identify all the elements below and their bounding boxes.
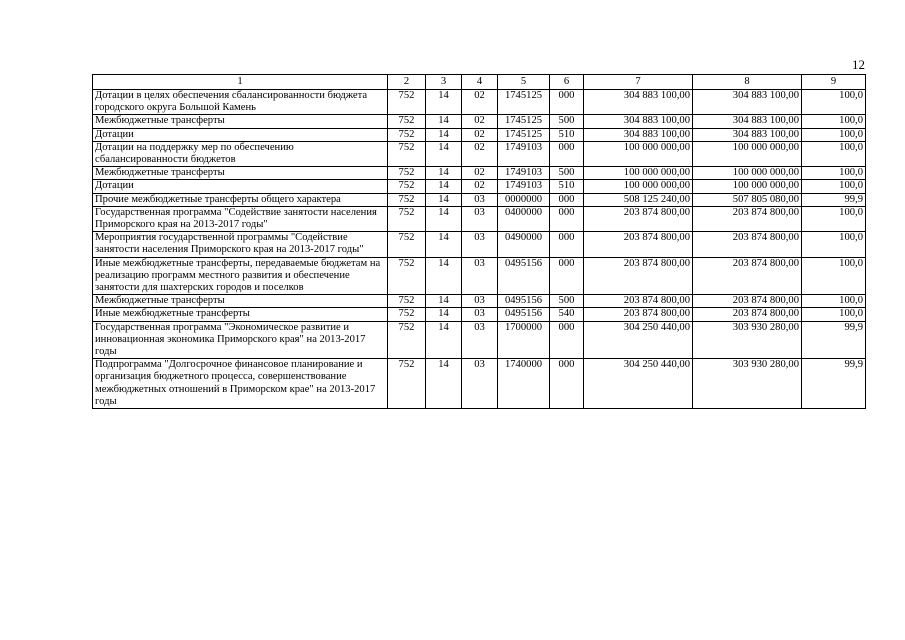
amount-actual-cell: 203 874 800,00	[693, 257, 802, 295]
table-row	[93, 167, 866, 180]
amount-plan-cell: 304 883 100,00	[584, 115, 693, 128]
code-admin-cell: 752	[388, 141, 426, 166]
percent-cell: 100,0	[802, 257, 866, 295]
percent-cell: 99,9	[802, 359, 866, 409]
header-cell: 4	[462, 75, 498, 90]
code-expense-type-cell: 000	[550, 359, 584, 409]
amount-actual-cell: 100 000 000,00	[693, 180, 802, 193]
code-subsection-cell: 02	[462, 180, 498, 193]
code-expense-type-cell: 000	[550, 321, 584, 359]
amount-actual-cell: 203 874 800,00	[693, 232, 802, 257]
code-section-cell: 14	[426, 359, 462, 409]
code-expense-type-cell: 000	[550, 257, 584, 295]
row-name-cell: Иные межбюджетные трансферты, передаваемые бюджетам на реализацию программ местного развития и обеспечение занятости для шахтерских городов и поселков	[93, 257, 388, 295]
amount-actual-cell: 203 874 800,00	[693, 206, 802, 231]
table-row	[93, 321, 866, 359]
amount-actual-cell: 203 874 800,00	[693, 295, 802, 308]
amount-plan-cell: 203 874 800,00	[584, 295, 693, 308]
percent-cell: 100,0	[802, 90, 866, 115]
row-name-cell: Дотации на поддержку мер по обеспечению сбалансированности бюджетов	[93, 141, 388, 166]
code-admin-cell: 752	[388, 180, 426, 193]
code-admin-cell: 752	[388, 232, 426, 257]
code-subsection-cell: 03	[462, 257, 498, 295]
row-name-cell: Межбюджетные трансферты	[93, 115, 388, 128]
percent-cell: 100,0	[802, 115, 866, 128]
table-row	[93, 206, 866, 231]
code-target-cell: 0495156	[498, 257, 550, 295]
code-expense-type-cell: 000	[550, 193, 584, 206]
header-cell: 7	[584, 75, 693, 90]
amount-actual-cell: 203 874 800,00	[693, 308, 802, 321]
header-cell: 6	[550, 75, 584, 90]
budget-table	[92, 74, 866, 409]
code-section-cell: 14	[426, 115, 462, 128]
table-row	[93, 257, 866, 295]
amount-plan-cell: 508 125 240,00	[584, 193, 693, 206]
code-admin-cell: 752	[388, 359, 426, 409]
code-subsection-cell: 02	[462, 167, 498, 180]
code-section-cell: 14	[426, 167, 462, 180]
row-name-cell: Дотации	[93, 180, 388, 193]
amount-plan-cell: 100 000 000,00	[584, 141, 693, 166]
code-target-cell: 1749103	[498, 141, 550, 166]
table-row	[93, 295, 866, 308]
code-expense-type-cell: 000	[550, 141, 584, 166]
amount-actual-cell: 100 000 000,00	[693, 141, 802, 166]
code-admin-cell: 752	[388, 321, 426, 359]
code-section-cell: 14	[426, 90, 462, 115]
amount-plan-cell: 304 250 440,00	[584, 321, 693, 359]
code-expense-type-cell: 000	[550, 90, 584, 115]
table-row	[93, 308, 866, 321]
code-subsection-cell: 03	[462, 193, 498, 206]
code-admin-cell: 752	[388, 90, 426, 115]
amount-actual-cell: 304 883 100,00	[693, 128, 802, 141]
code-target-cell: 0000000	[498, 193, 550, 206]
amount-plan-cell: 304 883 100,00	[584, 128, 693, 141]
percent-cell: 100,0	[802, 180, 866, 193]
percent-cell: 100,0	[802, 141, 866, 166]
code-expense-type-cell: 500	[550, 295, 584, 308]
amount-plan-cell: 304 250 440,00	[584, 359, 693, 409]
code-admin-cell: 752	[388, 295, 426, 308]
table-row	[93, 180, 866, 193]
code-target-cell: 0400000	[498, 206, 550, 231]
table-row	[93, 141, 866, 166]
code-expense-type-cell: 500	[550, 115, 584, 128]
row-name-cell: Мероприятия государственной программы "Содействие занятости населения Приморского края на 2013-2017 годы"	[93, 232, 388, 257]
code-section-cell: 14	[426, 321, 462, 359]
amount-plan-cell: 100 000 000,00	[584, 167, 693, 180]
code-expense-type-cell: 000	[550, 206, 584, 231]
code-subsection-cell: 02	[462, 115, 498, 128]
header-cell: 9	[802, 75, 866, 90]
amount-plan-cell: 203 874 800,00	[584, 257, 693, 295]
code-admin-cell: 752	[388, 115, 426, 128]
code-section-cell: 14	[426, 308, 462, 321]
code-subsection-cell: 03	[462, 295, 498, 308]
code-target-cell: 1745125	[498, 128, 550, 141]
row-name-cell: Государственная программа "Экономическое развитие и инновационная экономика Приморского края" на 2013-2017 годы	[93, 321, 388, 359]
amount-plan-cell: 203 874 800,00	[584, 206, 693, 231]
percent-cell: 99,9	[802, 321, 866, 359]
code-target-cell: 1749103	[498, 167, 550, 180]
code-subsection-cell: 03	[462, 206, 498, 231]
code-admin-cell: 752	[388, 167, 426, 180]
amount-actual-cell: 100 000 000,00	[693, 167, 802, 180]
code-target-cell: 1700000	[498, 321, 550, 359]
code-target-cell: 1745125	[498, 90, 550, 115]
row-name-cell: Дотации в целях обеспечения сбалансированности бюджета городского округа Большой Камень	[93, 90, 388, 115]
row-name-cell: Подпрограмма "Долгосрочное финансовое планирование и организация бюджетного процесса, совершенствование межбюджетных отношений в Приморском крае" на 2013-2017 годы	[93, 359, 388, 409]
code-expense-type-cell: 540	[550, 308, 584, 321]
code-subsection-cell: 03	[462, 359, 498, 409]
amount-actual-cell: 507 805 080,00	[693, 193, 802, 206]
amount-plan-cell: 304 883 100,00	[584, 90, 693, 115]
page-number: 12	[852, 57, 865, 72]
code-subsection-cell: 02	[462, 128, 498, 141]
row-name-cell: Межбюджетные трансферты	[93, 167, 388, 180]
table-header-row	[93, 75, 866, 90]
percent-cell: 100,0	[802, 308, 866, 321]
code-admin-cell: 752	[388, 308, 426, 321]
amount-plan-cell: 203 874 800,00	[584, 308, 693, 321]
code-section-cell: 14	[426, 193, 462, 206]
code-target-cell: 1749103	[498, 180, 550, 193]
percent-cell: 100,0	[802, 128, 866, 141]
table-row	[93, 128, 866, 141]
amount-actual-cell: 303 930 280,00	[693, 321, 802, 359]
amount-actual-cell: 303 930 280,00	[693, 359, 802, 409]
header-cell: 1	[93, 75, 388, 90]
percent-cell: 100,0	[802, 232, 866, 257]
amount-plan-cell: 100 000 000,00	[584, 180, 693, 193]
code-section-cell: 14	[426, 232, 462, 257]
code-admin-cell: 752	[388, 206, 426, 231]
header-cell: 8	[693, 75, 802, 90]
percent-cell: 100,0	[802, 206, 866, 231]
code-admin-cell: 752	[388, 128, 426, 141]
table-row	[93, 115, 866, 128]
code-section-cell: 14	[426, 295, 462, 308]
code-expense-type-cell: 000	[550, 232, 584, 257]
code-admin-cell: 752	[388, 257, 426, 295]
code-section-cell: 14	[426, 180, 462, 193]
code-subsection-cell: 02	[462, 90, 498, 115]
row-name-cell: Государственная программа "Содействие занятости населения Приморского края на 2013-2017 годы"	[93, 206, 388, 231]
code-section-cell: 14	[426, 257, 462, 295]
code-subsection-cell: 02	[462, 141, 498, 166]
code-expense-type-cell: 510	[550, 180, 584, 193]
header-cell: 2	[388, 75, 426, 90]
row-name-cell: Дотации	[93, 128, 388, 141]
table-row	[93, 232, 866, 257]
code-subsection-cell: 03	[462, 232, 498, 257]
code-admin-cell: 752	[388, 193, 426, 206]
table-row	[93, 193, 866, 206]
table-row	[93, 90, 866, 115]
code-target-cell: 1745125	[498, 115, 550, 128]
header-cell: 5	[498, 75, 550, 90]
amount-actual-cell: 304 883 100,00	[693, 90, 802, 115]
code-section-cell: 14	[426, 206, 462, 231]
header-cell: 3	[426, 75, 462, 90]
code-subsection-cell: 03	[462, 321, 498, 359]
percent-cell: 99,9	[802, 193, 866, 206]
code-section-cell: 14	[426, 128, 462, 141]
code-subsection-cell: 03	[462, 308, 498, 321]
percent-cell: 100,0	[802, 167, 866, 180]
table-row	[93, 359, 866, 409]
code-target-cell: 0495156	[498, 295, 550, 308]
amount-actual-cell: 304 883 100,00	[693, 115, 802, 128]
amount-plan-cell: 203 874 800,00	[584, 232, 693, 257]
code-expense-type-cell: 510	[550, 128, 584, 141]
code-target-cell: 1740000	[498, 359, 550, 409]
code-expense-type-cell: 500	[550, 167, 584, 180]
code-section-cell: 14	[426, 141, 462, 166]
code-target-cell: 0495156	[498, 308, 550, 321]
row-name-cell: Межбюджетные трансферты	[93, 295, 388, 308]
percent-cell: 100,0	[802, 295, 866, 308]
row-name-cell: Прочие межбюджетные трансферты общего характера	[93, 193, 388, 206]
code-target-cell: 0490000	[498, 232, 550, 257]
row-name-cell: Иные межбюджетные трансферты	[93, 308, 388, 321]
